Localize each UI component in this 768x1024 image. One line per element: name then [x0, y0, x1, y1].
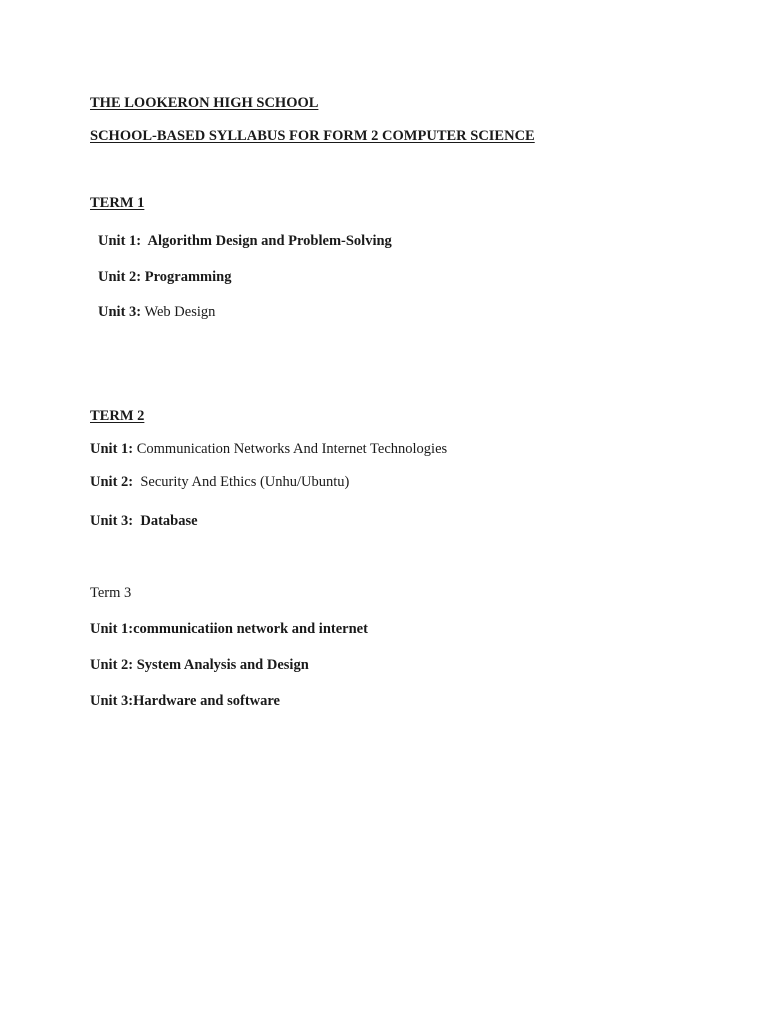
term3-heading: Term 3 — [90, 585, 132, 601]
term1-unit2 — [98, 268, 231, 286]
term3-unit2 — [90, 656, 309, 674]
syllabus-title: SCHOOL-BASED SYLLABUS FOR FORM 2 COMPUTER SCIENCE — [90, 128, 535, 144]
unit-title: System Analysis and Design — [133, 657, 309, 673]
term2-heading: TERM 2 — [90, 408, 145, 424]
unit-title: Programming — [141, 269, 232, 285]
term2-unit1 — [90, 440, 447, 458]
unit-label: Unit 3: — [90, 693, 134, 709]
unit-title: Hardware and software — [133, 693, 280, 709]
unit-title: Communication Networks And Internet Technologies — [133, 441, 448, 457]
unit-label: Unit 1: — [90, 441, 134, 457]
term2-unit3 — [90, 512, 198, 530]
unit-label: Unit 2: — [90, 657, 134, 673]
term1-heading: TERM 1 — [90, 195, 145, 211]
unit-label: Unit 2: — [98, 269, 142, 285]
unit-label: Unit 3: — [98, 304, 142, 320]
unit-label: Unit 1: — [90, 621, 134, 637]
school-name: THE LOOKERON HIGH SCHOOL — [90, 95, 319, 111]
unit-label: Unit 1: — [98, 233, 142, 249]
unit-title: Algorithm Design and Problem-Solving — [141, 233, 392, 249]
term1-unit3 — [98, 303, 215, 321]
unit-title: communicatiion network and internet — [133, 621, 368, 637]
unit-title: Security And Ethics (Unhu/Ubuntu) — [133, 474, 350, 490]
term3-unit1 — [90, 620, 368, 638]
unit-title: Database — [133, 513, 198, 529]
term1-unit1 — [98, 232, 392, 250]
unit-label: Unit 2: — [90, 474, 134, 490]
term2-unit2 — [90, 473, 349, 491]
term3-unit3 — [90, 692, 280, 710]
unit-title: Web Design — [141, 304, 216, 320]
unit-label: Unit 3: — [90, 513, 134, 529]
